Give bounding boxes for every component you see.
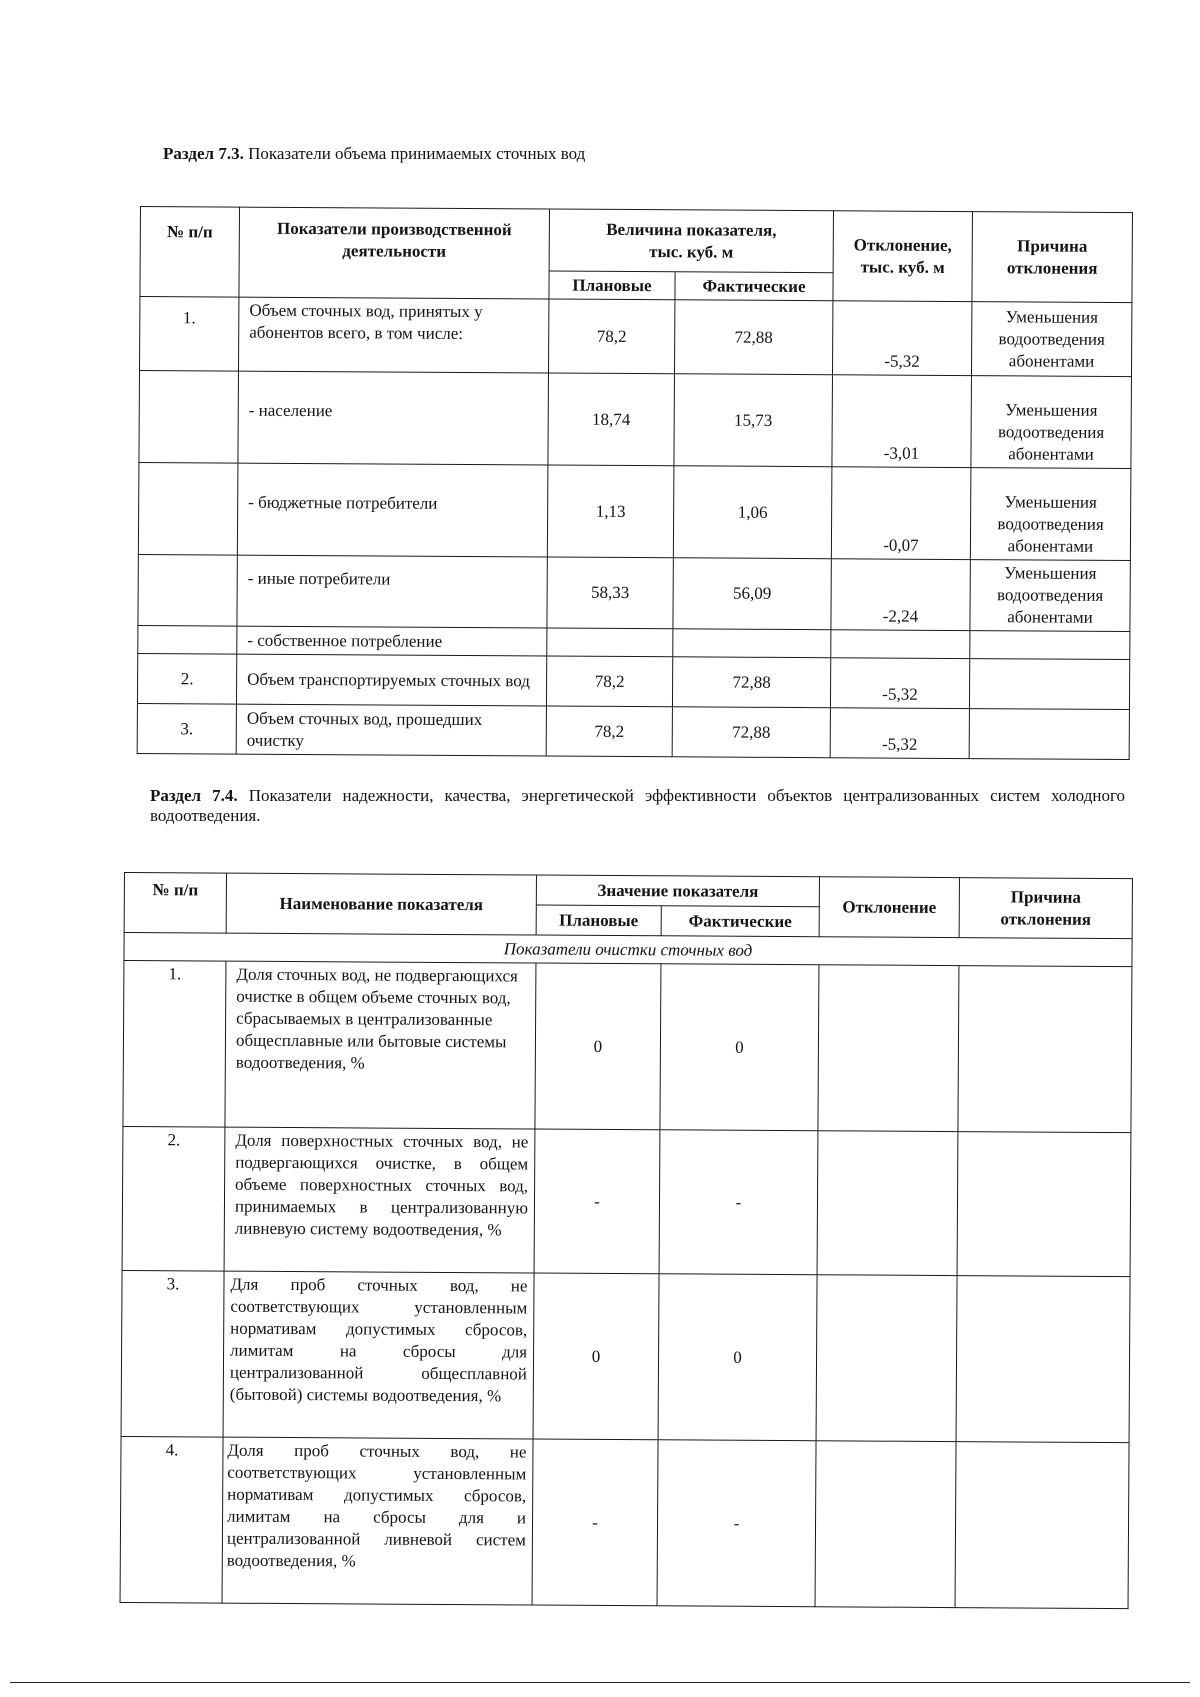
table-row <box>138 462 1131 560</box>
row-reason: Уменьшения водоотведения абонентами <box>970 560 1130 632</box>
header-deviation: Отклонение <box>819 877 959 938</box>
section-7-3-heading <box>163 144 1063 164</box>
row-num <box>138 554 237 626</box>
row-reason <box>957 1132 1131 1277</box>
row-planned: - <box>532 1439 658 1606</box>
header-num: № п/п <box>124 873 226 934</box>
row-planned: 18,74 <box>548 373 675 466</box>
table-row <box>120 1436 1129 1608</box>
row-actual: 1,06 <box>673 466 832 559</box>
row-reason <box>969 659 1129 710</box>
section-title-text: Показатели надежности, качества, энергетической эффективности объектов централизованных систем холодного водоотведения. <box>150 786 1125 825</box>
table-row <box>123 961 1132 1133</box>
row-name: Доля поверхностных сточных вод, не подвергающихся очистке, в общем объеме поверхностных сточных вод, принимаемых в централизованную ливневую систему водоотведения, % <box>224 1127 535 1273</box>
row-actual: 0 <box>658 1274 817 1441</box>
header-deviation: Отклонение, тыс. куб. м <box>833 211 973 302</box>
header-num: № п/п <box>140 207 240 298</box>
table-row <box>121 1270 1130 1442</box>
row-reason <box>970 631 1130 660</box>
row-planned: 1,13 <box>547 465 674 558</box>
row-actual: 15,73 <box>674 374 833 467</box>
row-deviation: -5,32 <box>830 708 969 759</box>
row-deviation: -5,32 <box>832 301 971 376</box>
row-actual: 56,09 <box>673 558 831 630</box>
header-indicator: Наименование показателя <box>226 873 536 935</box>
header-value-group: Значение показателя <box>536 875 819 907</box>
row-reason: Уменьшения водоотведения абонентами <box>971 376 1132 469</box>
page-bottom-rule <box>10 1682 1190 1683</box>
header-value-group: Величина показателя, тыс. куб. м <box>549 209 833 273</box>
row-deviation <box>816 1275 957 1442</box>
subheader-cleaning: Показатели очистки сточных вод <box>124 933 1132 967</box>
row-actual: 72,88 <box>672 707 830 758</box>
header-planned: Плановые <box>536 905 661 936</box>
row-deviation: -3,01 <box>832 375 972 468</box>
row-actual: - <box>659 1130 818 1275</box>
row-deviation: -0,07 <box>831 467 971 560</box>
wastewater-volume-table <box>137 206 1133 760</box>
row-reason: Уменьшения водоотведения абонентами <box>970 468 1131 561</box>
row-actual <box>673 629 831 658</box>
row-num: 3. <box>121 1270 224 1437</box>
row-num: 3. <box>137 703 236 754</box>
row-planned: 0 <box>533 1273 659 1440</box>
row-reason: Уменьшения водоотведения абонентами <box>971 302 1131 377</box>
row-planned: - <box>534 1129 660 1274</box>
row-deviation <box>817 1131 958 1276</box>
header-actual: Фактические <box>675 272 833 301</box>
row-name: Доля проб сточных вод, не соответствующих установленным нормативам допустимых сбросов, лимитам на сбросы для и централизованной ливневой систем водоотведения, % <box>222 1437 533 1605</box>
row-name: - бюджетные потребители <box>237 463 548 557</box>
row-name: Объем сточных вод, принятых у абонентов всего, в том числе: <box>238 297 548 373</box>
row-reason <box>955 1442 1129 1609</box>
row-reason <box>956 1276 1130 1443</box>
header-actual: Фактические <box>661 906 819 937</box>
row-num: 2. <box>122 1126 225 1271</box>
row-actual: 0 <box>660 964 819 1131</box>
row-deviation: -2,24 <box>831 559 970 631</box>
row-num <box>138 462 238 555</box>
row-planned: 0 <box>535 963 661 1130</box>
row-actual: 72,88 <box>672 657 830 708</box>
table-row <box>137 653 1129 709</box>
row-deviation <box>815 1441 956 1608</box>
row-actual: - <box>657 1440 816 1607</box>
row-name: - население <box>238 371 549 465</box>
section-label: Раздел 7.3. <box>163 144 244 163</box>
section-title-text: Показатели объема принимаемых сточных вод <box>243 144 586 163</box>
table-row <box>139 371 1132 469</box>
row-reason <box>969 709 1129 760</box>
row-num: 2. <box>137 653 236 704</box>
row-planned: 58,33 <box>547 557 673 629</box>
row-name: Для проб сточных вод, не соответствующих установленным нормативам допустимых сбросов, лимитам на сбросы для централизованной общесплавной (бытовой) системы водоотведения, % <box>223 1271 534 1439</box>
section-label: Раздел 7.4. <box>150 786 238 805</box>
row-name: Объем сточных вод, прошедших очистку <box>236 704 546 756</box>
table-row <box>122 1126 1131 1276</box>
row-name: - собственное потребление <box>237 626 547 656</box>
row-deviation <box>831 630 970 659</box>
row-num: 4. <box>120 1436 223 1603</box>
row-name: Объем транспортируемых сточных вод <box>236 654 546 706</box>
row-actual: 72,88 <box>674 300 832 375</box>
row-name: Доля сточных вод, не подвергающихся очистке в общем объеме сточных вод, сбрасываемых в централизованные общесплавные или бытовые системы водоотведения, % <box>225 961 536 1129</box>
table-row <box>138 554 1130 631</box>
row-num <box>139 371 239 464</box>
row-name: - иные потребители <box>237 555 547 628</box>
row-planned <box>547 628 673 657</box>
header-indicator: Показатели производственной деятельности <box>239 207 550 299</box>
header-planned: Плановые <box>549 271 675 300</box>
row-deviation <box>818 965 959 1132</box>
header-reason: Причина отклонения <box>972 212 1133 303</box>
row-deviation: -5,32 <box>830 658 969 709</box>
table-row <box>139 297 1131 377</box>
table-row <box>137 703 1129 759</box>
row-reason <box>958 966 1132 1133</box>
row-num <box>138 625 237 654</box>
row-planned: 78,2 <box>548 299 674 374</box>
row-planned: 78,2 <box>546 706 672 757</box>
row-num: 1. <box>123 961 226 1128</box>
header-reason: Причина отклонения <box>959 878 1132 939</box>
row-planned: 78,2 <box>546 656 672 707</box>
section-7-4-heading <box>150 786 1125 826</box>
reliability-quality-table <box>120 872 1133 1609</box>
row-num: 1. <box>139 297 238 372</box>
